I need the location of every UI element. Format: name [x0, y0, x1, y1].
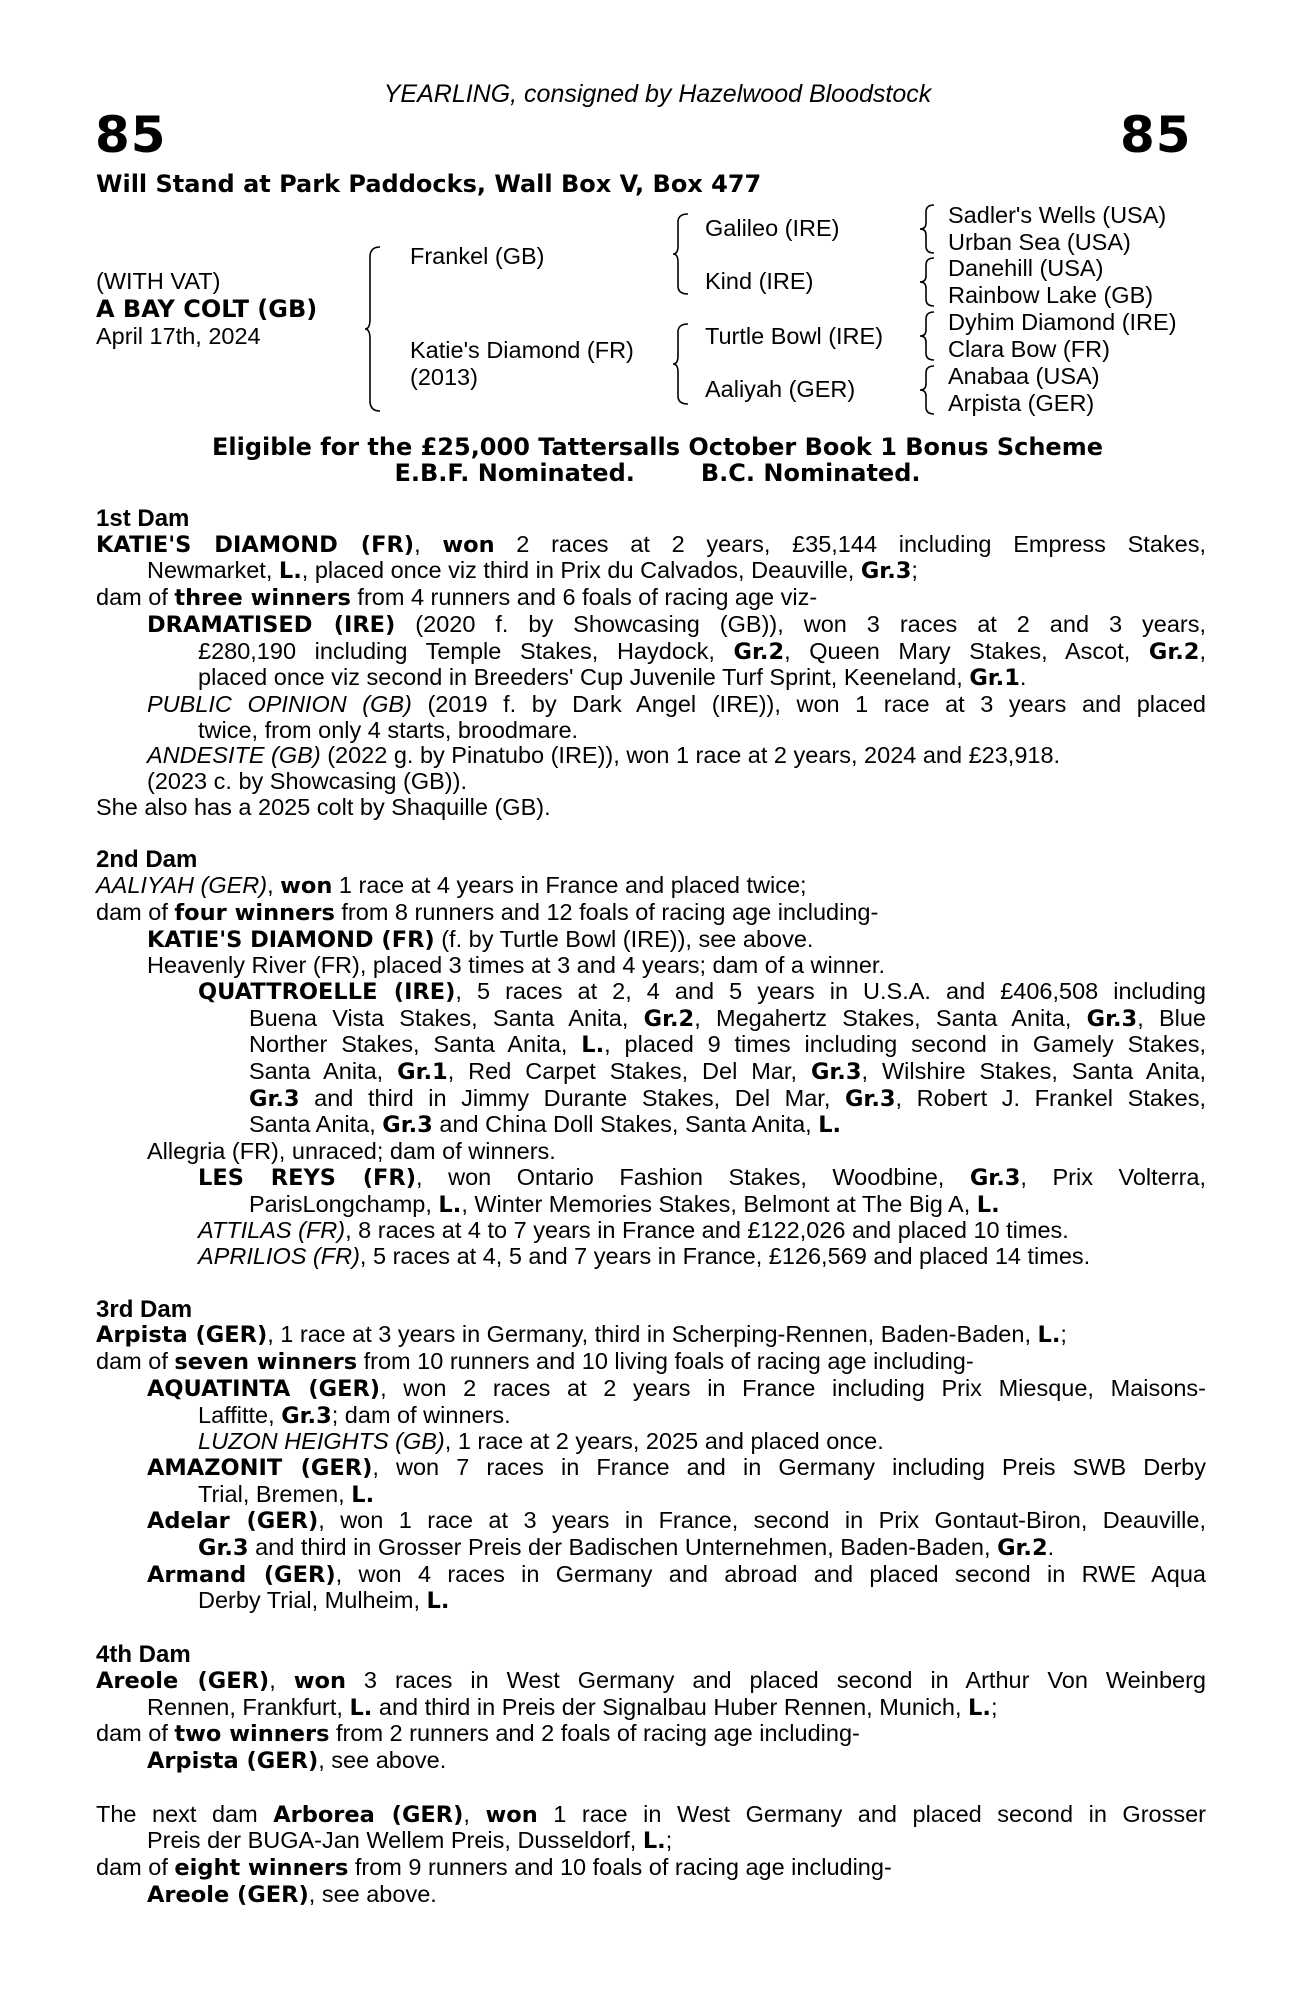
text-run: The next dam: [96, 1800, 274, 1827]
pedigree-line: [96, 1855, 1206, 1882]
dam-name: Katie's Diamond (FR): [410, 337, 634, 363]
pedigree-line: [96, 1032, 1206, 1059]
pedigree-line: [96, 1086, 1206, 1113]
dam-section: [96, 1775, 1206, 1909]
horse-name: A BAY COLT (GB): [96, 295, 318, 323]
bold-text: L.: [818, 1112, 842, 1139]
pedigree-line: [96, 1403, 1206, 1430]
dam-section: [96, 1297, 1206, 1615]
pedigree-line: [96, 1112, 1206, 1139]
pedigree-line: [96, 1668, 1206, 1695]
text-run: , 5 races at 2, 4 and 5 years in U.S.A. and £406,508 including: [455, 977, 1206, 1004]
bold-text: won: [442, 531, 495, 558]
bold-text: Gr.1: [969, 665, 1020, 692]
bold-text: Gr.3: [969, 1164, 1021, 1191]
text-run: , Blue: [1137, 1004, 1207, 1031]
text-run: , placed 9 times including second in Gamely Stakes,: [604, 1031, 1206, 1058]
ggp-1: Sadler's Wells (USA): [948, 202, 1167, 228]
bold-text: Gr.3: [249, 1085, 300, 1112]
bold-text: L.: [351, 1481, 375, 1508]
bold-text: four winners: [174, 899, 335, 926]
bold-text: eight winners: [174, 1855, 349, 1882]
pedigree-line: [96, 1482, 1206, 1509]
bold-text: Armand (GER): [147, 1561, 336, 1588]
pedigree-line: [96, 558, 1206, 585]
bold-text: AMAZONIT (GER): [147, 1454, 373, 1481]
text-run: , see above.: [318, 1746, 447, 1773]
foaling-date: April 17th, 2024: [96, 323, 261, 349]
text-run: dam of: [96, 1348, 175, 1375]
italic-text: AALIYAH (GER): [96, 872, 268, 899]
pedigree-line: [96, 1349, 1206, 1376]
gp-bracket-1: [918, 203, 940, 255]
bold-text: Gr.3: [860, 558, 912, 585]
pedigree-bracket-main: [364, 245, 386, 413]
pedigree-line: [96, 1322, 1206, 1349]
bold-text: three winners: [174, 585, 351, 612]
dam-dam: Aaliyah (GER): [705, 376, 856, 402]
text-run: , won 1 race at 3 years in France, second in Prix Gontaut-Biron, Deauville,: [318, 1507, 1206, 1534]
text-run: .: [1019, 664, 1027, 691]
pedigree-line: [96, 873, 1206, 900]
sire-name: Frankel (GB): [410, 243, 545, 269]
pedigree-line: [96, 1192, 1206, 1219]
text-run: ,: [414, 530, 443, 557]
text-run: Santa Anita,: [249, 1111, 383, 1138]
pedigree-line: [96, 979, 1206, 1006]
bold-text: Areole (GER): [147, 1881, 309, 1908]
pedigree-line: [96, 769, 1206, 795]
text-run: (f. by Turtle Bowl (IRE)), see above.: [434, 925, 814, 952]
text-run: Heavenly River (FR), placed 3 times at 3 and 4 years; dam of a winner.: [147, 952, 885, 979]
ggp-6: Clara Bow (FR): [948, 336, 1110, 362]
pedigree-line: [96, 927, 1206, 954]
pedigree-line: [96, 639, 1206, 666]
bold-text: Gr.3: [844, 1085, 896, 1112]
bold-text: Gr.2: [997, 1535, 1048, 1562]
italic-text: ATTILAS (FR): [198, 1217, 346, 1244]
bold-text: L.: [278, 558, 302, 585]
section-heading: 2nd Dam: [96, 846, 198, 874]
text-run: 3 races in West Germany and placed second in Arthur Von Weinberg: [345, 1666, 1207, 1693]
pedigree-line: [96, 718, 1206, 744]
bold-text: KATIE'S DIAMOND (FR): [96, 531, 415, 558]
text-run: , Winter Memories Stakes, Belmont at The Big A,: [461, 1190, 977, 1217]
text-run: dam of: [96, 1720, 175, 1747]
text-run: 1 race in West Germany and placed second in Grosser: [537, 1800, 1206, 1827]
ggp-4: Rainbow Lake (GB): [948, 282, 1154, 308]
ebf-nominated: E.B.F. Nominated.: [394, 459, 635, 487]
text-run: ,: [267, 872, 281, 899]
text-run: placed once viz second in Breeders' Cup Juvenile Turf Sprint, Keeneland,: [198, 664, 970, 691]
text-run: ,: [1199, 637, 1206, 664]
text-run: Norther Stakes, Santa Anita,: [249, 1031, 582, 1058]
text-run: Laffitte,: [198, 1401, 282, 1428]
bold-text: QUATTROELLE (IRE): [198, 978, 456, 1005]
dam-section: [96, 1642, 1206, 1775]
pedigree-line: [96, 795, 1206, 821]
section-heading: 1st Dam: [96, 505, 190, 532]
lot-number-right: 85: [1120, 106, 1192, 164]
pedigree-line: [96, 1059, 1206, 1086]
text-run: , placed once viz third in Prix du Calvados, Deauville,: [301, 557, 861, 584]
bold-text: L.: [642, 1828, 666, 1855]
consignor-line: YEARLING, consigned by Hazelwood Bloodstock: [383, 80, 932, 108]
text-run: ,: [463, 1800, 486, 1827]
bold-text: Gr.3: [1086, 1005, 1138, 1032]
pedigree-line: [96, 1006, 1206, 1033]
text-run: and third in Grosser Preis der Badischen Unternehmen, Baden-Baden,: [248, 1534, 998, 1561]
text-run: ; dam of winners.: [331, 1401, 511, 1428]
bold-text: L.: [438, 1191, 462, 1218]
bold-text: L.: [976, 1191, 1000, 1218]
pedigree-line: [96, 1828, 1206, 1855]
pedigree-line: [96, 743, 1206, 769]
lot-number-left: 85: [95, 106, 167, 164]
bonus-scheme-line: Eligible for the £25,000 Tattersalls October Book 1 Bonus Scheme: [211, 433, 1103, 461]
italic-text: PUBLIC OPINION (GB): [147, 690, 412, 717]
sire-sire: Galileo (IRE): [705, 215, 840, 241]
text-run: , Megahertz Stakes, Santa Anita,: [694, 1004, 1087, 1031]
gp-bracket-2: [918, 256, 940, 308]
text-run: Preis der BUGA-Jan Wellem Preis, Dusseldorf,: [147, 1827, 643, 1854]
text-run: ;: [665, 1827, 673, 1854]
pedigree-line: [96, 1748, 1206, 1775]
bold-text: Gr.3: [198, 1535, 249, 1562]
gp-bracket-3: [918, 310, 940, 362]
stand-location: Will Stand at Park Paddocks, Wall Box V, Box 477: [96, 170, 762, 198]
bold-text: L.: [581, 1032, 605, 1059]
bold-text: Gr.2: [643, 1005, 695, 1032]
bold-text: Gr.3: [810, 1059, 862, 1086]
text-run: Newmarket,: [147, 557, 279, 584]
bold-text: L.: [1037, 1322, 1061, 1349]
text-run: 2 races at 2 years, £35,144 including Empress Stakes,: [494, 530, 1206, 557]
text-run: 1 race at 4 years in France and placed twice;: [332, 872, 807, 899]
pedigree-line: [96, 1695, 1206, 1722]
bold-text: won: [280, 873, 333, 900]
bold-text: Arpista (GER): [96, 1322, 268, 1349]
bold-text: L.: [968, 1694, 991, 1721]
bold-text: two winners: [174, 1721, 330, 1748]
pedigree-line: [96, 1139, 1206, 1165]
pedigree-line: [96, 1882, 1206, 1909]
bold-text: won: [485, 1801, 538, 1828]
pedigree-line: [96, 1562, 1206, 1589]
dam-bracket: [672, 322, 694, 406]
gp-bracket-4: [918, 364, 940, 416]
pedigree-line: [96, 1588, 1206, 1615]
text-run: ;: [1060, 1321, 1067, 1348]
text-run: ,: [269, 1666, 294, 1693]
text-run: from 8 runners and 12 foals of racing age including-: [334, 898, 879, 925]
dam-section: [96, 847, 1206, 1269]
pedigree-line: [96, 1802, 1206, 1829]
text-run: , 5 races at 4, 5 and 7 years in France, £126,569 and placed 14 times.: [359, 1242, 1091, 1269]
text-run: Trial, Bremen,: [198, 1480, 352, 1507]
text-run: from 4 runners and 6 foals of racing age viz-: [350, 584, 818, 611]
pedigree-line: [96, 1376, 1206, 1403]
bold-text: L.: [426, 1588, 450, 1615]
bold-text: Gr.2: [1148, 638, 1200, 665]
text-run: £280,190 including Temple Stakes, Haydock,: [198, 637, 734, 664]
italic-text: LUZON HEIGHTS (GB): [198, 1428, 445, 1455]
text-run: , 1 race at 2 years, 2025 and placed once.: [444, 1428, 884, 1455]
pedigree-line: [96, 1508, 1206, 1535]
text-run: , won 4 races in Germany and abroad and placed second in RWE Aqua: [335, 1560, 1206, 1587]
pedigree-line: [96, 532, 1206, 559]
bold-text: Areole (GER): [96, 1667, 270, 1694]
bold-text: Gr.1: [397, 1059, 448, 1086]
text-run: , won Ontario Fashion Stakes, Woodbine,: [416, 1163, 970, 1190]
text-run: from 10 runners and 10 living foals of racing age including-: [357, 1348, 974, 1375]
text-run: , Red Carpet Stakes, Del Mar,: [447, 1058, 811, 1085]
text-run: twice, from only 4 starts, broodmare.: [198, 716, 579, 743]
pedigree-line: [96, 900, 1206, 927]
bold-text: Gr.3: [281, 1402, 332, 1429]
pedigree-line: [96, 665, 1206, 692]
bold-text: KATIE'S DIAMOND (FR): [147, 926, 435, 953]
section-heading: 3rd Dam: [96, 1295, 193, 1323]
text-run: and third in Jimmy Durante Stakes, Del Mar,: [299, 1084, 845, 1111]
sire-bracket: [672, 212, 694, 296]
text-run: from 9 runners and 10 foals of racing age including-: [348, 1854, 892, 1881]
bold-text: Gr.2: [733, 638, 785, 665]
bold-text: AQUATINTA (GER): [147, 1375, 381, 1402]
text-run: (2020 f. by Showcasing (GB)), won 3 races at 2 and 3 years,: [395, 610, 1206, 637]
ggp-8: Arpista (GER): [948, 390, 1095, 416]
family-details: [96, 506, 1206, 1908]
text-run: , won 7 races in France and in Germany including Preis SWB Derby: [372, 1453, 1206, 1480]
bold-text: LES REYS (FR): [198, 1164, 417, 1191]
text-run: .: [1047, 1534, 1055, 1561]
text-run: , Prix Volterra,: [1020, 1163, 1206, 1190]
bold-text: L.: [349, 1694, 373, 1721]
text-run: dam of: [96, 898, 175, 925]
text-run: and China Doll Stakes, Santa Anita,: [432, 1111, 819, 1138]
pedigree-line: [96, 585, 1206, 612]
vat-note: (WITH VAT): [96, 268, 221, 294]
bold-text: Gr.3: [382, 1112, 433, 1139]
text-run: (2022 g. by Pinatubo (IRE)), won 1 race at 2 years, 2024 and £23,918.: [320, 742, 1061, 769]
dam-sire: Turtle Bowl (IRE): [705, 323, 884, 349]
section-heading: 4th Dam: [96, 1641, 191, 1669]
text-run: , see above.: [308, 1880, 437, 1907]
text-run: , Robert J. Frankel Stakes,: [895, 1084, 1206, 1111]
pedigree-line: [96, 1244, 1206, 1270]
text-run: , 8 races at 4 to 7 years in France and £122,026 and placed 10 times.: [345, 1217, 1069, 1244]
pedigree-line: [96, 953, 1206, 979]
sire-dam: Kind (IRE): [705, 268, 814, 294]
text-run: ;: [990, 1693, 998, 1720]
text-run: dam of: [96, 584, 175, 611]
pedigree-line: [96, 612, 1206, 639]
pedigree-line: [96, 1721, 1206, 1748]
dam-year: (2013): [410, 364, 478, 390]
text-run: from 2 runners and 2 foals of racing age including-: [329, 1720, 860, 1747]
pedigree-line: [96, 1455, 1206, 1482]
bold-text: DRAMATISED (IRE): [147, 611, 396, 638]
text-run: and third in Preis der Signalbau Huber Rennen, Munich,: [372, 1693, 969, 1720]
nominations-line: [0, 459, 1315, 487]
text-run: , won 2 races at 2 years in France including Prix Miesque, Maisons-: [380, 1374, 1206, 1401]
text-run: She also has a 2025 colt by Shaquille (GB).: [96, 793, 551, 820]
text-run: Buena Vista Stakes, Santa Anita,: [249, 1004, 644, 1031]
bc-nominated: B.C. Nominated.: [700, 459, 921, 487]
text-run: (2019 f. by Dark Angel (IRE)), won 1 race at 3 years and placed: [411, 690, 1206, 717]
text-run: Allegria (FR), unraced; dam of winners.: [147, 1138, 556, 1165]
bold-text: seven winners: [174, 1349, 358, 1376]
ggp-3: Danehill (USA): [948, 255, 1104, 281]
italic-text: ANDESITE (GB): [147, 742, 321, 769]
bold-text: Arborea (GER): [273, 1801, 464, 1828]
text-run: Santa Anita,: [249, 1058, 398, 1085]
text-run: Rennen, Frankfurt,: [147, 1693, 350, 1720]
text-run: Derby Trial, Mulheim,: [198, 1587, 427, 1614]
pedigree-line: [96, 692, 1206, 718]
bold-text: won: [293, 1667, 346, 1694]
text-run: (2023 c. by Showcasing (GB)).: [147, 768, 467, 795]
ggp-7: Anabaa (USA): [948, 363, 1100, 389]
text-run: , 1 race at 3 years in Germany, third in Scherping-Rennen, Baden-Baden,: [267, 1321, 1038, 1348]
bold-text: Adelar (GER): [147, 1508, 319, 1535]
text-run: , Wilshire Stakes, Santa Anita,: [861, 1058, 1206, 1085]
ggp-2: Urban Sea (USA): [948, 229, 1131, 255]
text-run: ParisLongchamp,: [249, 1190, 439, 1217]
dam-section: [96, 506, 1206, 820]
text-run: ;: [911, 557, 918, 584]
pedigree-line: [96, 1165, 1206, 1192]
pedigree-line: [96, 1535, 1206, 1562]
pedigree-line: [96, 1429, 1206, 1455]
text-run: , Queen Mary Stakes, Ascot,: [784, 637, 1149, 664]
pedigree-line: [96, 1218, 1206, 1244]
italic-text: APRILIOS (FR): [198, 1242, 360, 1269]
bold-text: Arpista (GER): [147, 1747, 319, 1774]
ggp-5: Dyhim Diamond (IRE): [948, 309, 1177, 335]
text-run: dam of: [96, 1854, 175, 1881]
